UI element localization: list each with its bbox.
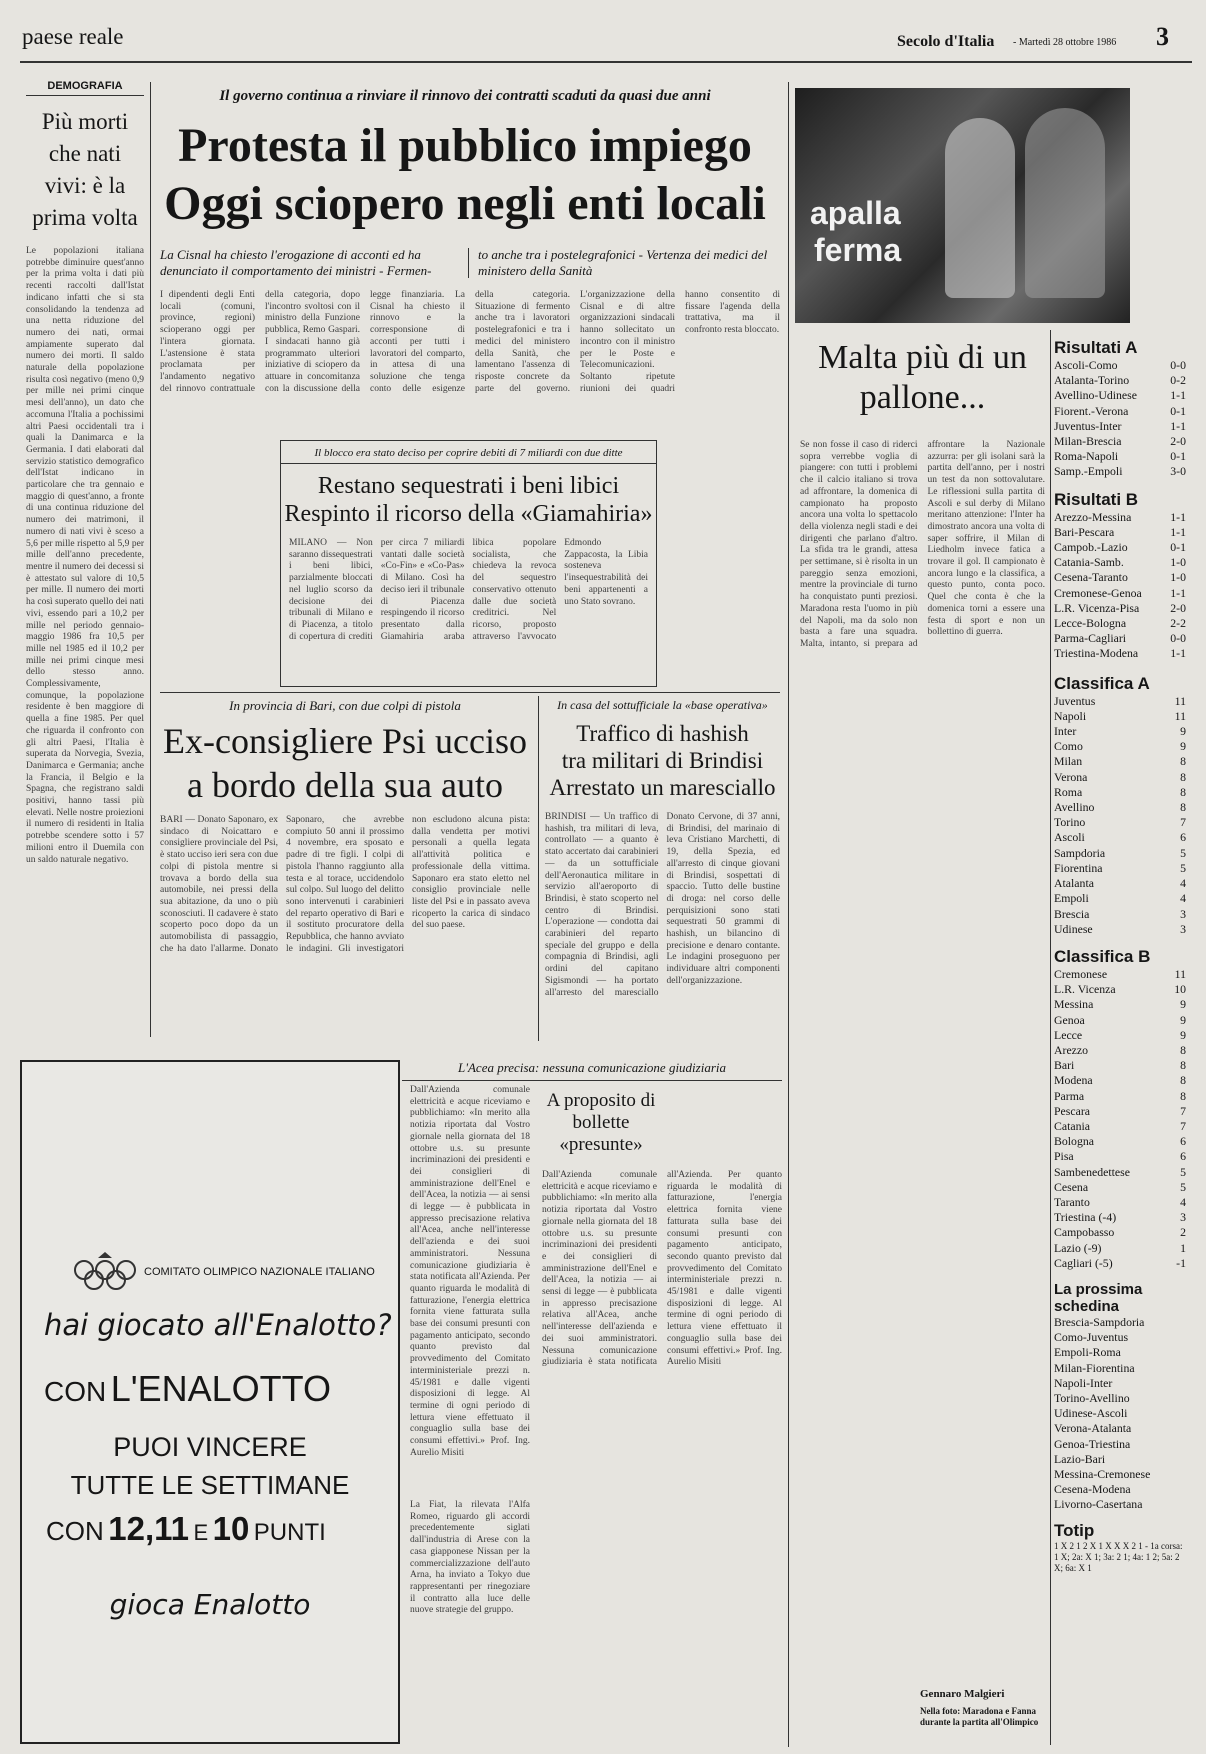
bari-headline-2: a bordo della sua auto [187, 765, 503, 805]
standings-a-title: Classifica A [1054, 673, 1150, 693]
acea-body-left: Dall'Azienda comunale elettricità e acque riceviamo e pubblichiamo: «In merito alla notizia riportata dal Vostro giornale nella giornata del 18 ottobre u.s. su presunte incriminazioni dei presidenti e dei consiglieri di amministrazione dell'Enel e dell'Acea, la notizia — ai sensi di legge — è pubblicata in appresso precisazione relativa all'Acea, anche nell'interesse dell'azienda e dei suoi amministratori. Nessuna comunicazione giudiziaria è stata notificata all'Azienda. Per quanto riguarda le modalità di fatturazione, l'energia elettrica fornita viene fatturata sulla base dei consumi presunti con pagamento anticipato, secondo quanto previsto dal provvedimento del Comitato interministeriale prezzi n. 45/1981 e dalle vigenti disposizioni di legge. Al termine di ogni periodo di lettura viene effettuato il conguaglio sulla base dei consumi effettivi.» Prof. Ing. Aurelio Misiti [410, 1085, 530, 1458]
result-row [1054, 388, 1186, 403]
result-row [1054, 525, 1186, 540]
standings-row-value: 9 [1180, 997, 1186, 1012]
coni-label: COMITATO OLIMPICO NAZIONALE ITALIANO [144, 1266, 375, 1278]
standings-row-value: 3 [1180, 906, 1186, 921]
result-row [1054, 555, 1186, 570]
acea-body-right: Dall'Azienda comunale elettricità e acque riceviamo e pubblichiamo: «In merito alla notizia riportata dal Vostro giornale nella giornata del 18 ottobre u.s. su presunte incriminazioni dei presidenti e dei consiglieri di amministrazione dell'Enel e dell'Acea, la notizia — ai sensi di legge — è pubblicata in appresso precisazione relativa all'Acea, anche nell'interesse dell'azienda e dei suoi amministratori. Nessuna comunicazione giudiziaria è stata notificata all'Azienda. Per quanto riguarda le modalità di fatturazione, l'energia elettrica fornita viene fatturata sulla base dei consumi presunti con pagamento anticipato, secondo quanto previsto dal provvedimento del Comitato interministeriale prezzi n. 45/1981 e dalle vigenti disposizioni di legge. Al termine di ogni periodo di lettura viene effettuato il conguaglio sulla base dei consumi effettivi.» Prof. Ing. Aurelio Misiti [542, 1170, 782, 1368]
schedina-match: Verona-Atalanta [1054, 1421, 1132, 1436]
result-row [1054, 586, 1186, 601]
standings-row [1054, 861, 1186, 876]
result-row-label: Bari-Pescara [1054, 524, 1115, 539]
libici-headline-1: Restano sequestrati i beni libici [317, 473, 620, 499]
standings-row-label: Juventus [1054, 693, 1096, 708]
player-silhouette [1025, 108, 1105, 298]
standings-row-label: Brescia [1054, 906, 1090, 921]
standings-row [1054, 967, 1186, 982]
standings-row-value: 10 [1174, 982, 1186, 997]
result-row-label: Avellino-Udinese [1054, 388, 1137, 403]
result-row-label: Campob.-Lazio [1054, 540, 1128, 555]
standings-row-label: Cremonese [1054, 966, 1108, 981]
photo-caption: Nella foto: Maradona e Fanna durante la partita all'Olimpico [920, 1706, 1039, 1727]
result-row-label: Atalanta-Torino [1054, 373, 1130, 388]
libici-article [280, 440, 657, 687]
standings-row [1054, 785, 1186, 800]
standings-row-value: 8 [1180, 1058, 1186, 1073]
standings-row-value: 7 [1180, 815, 1186, 830]
result-row-label: L.R. Vicenza-Pisa [1054, 600, 1140, 615]
ad-line-5 [46, 1510, 326, 1548]
result-row-label: Samp.-Empoli [1054, 464, 1123, 479]
standings-row-value: 11 [1174, 708, 1186, 723]
results-b-title: Risultati B [1054, 489, 1139, 509]
olympic-rings-icon [70, 1252, 140, 1294]
standings-row-value: 8 [1180, 800, 1186, 815]
standings-a-list [1054, 694, 1186, 937]
standings-row [1054, 1013, 1186, 1028]
standings-row-label: Bologna [1054, 1134, 1094, 1149]
demografia-title: Più morti che nati vivi: è la prima volta [32, 109, 138, 230]
standings-row-value: 3 [1180, 1210, 1186, 1225]
standings-row-value: 8 [1180, 1088, 1186, 1103]
demografia-body: Le popolazioni italiana potrebbe diminuire quest'anno per la prima volta i dati più recenti raccolti dall'Istat indicano infatti che si sta consolidando la tendenza ad una netta riduzione del numero dei nati, ormai ampiamente superato dal numero dei morti. Il saldo naturale della popolazione risulta così negativo (meno 0,9 per mille nei primi cinque mesi dell'anno), un dato che accomuna l'Italia a pochissimi altri Paesi occidentali tra i quali la Danimarca e la Germania. I dati elaborati dal servizio statistico demografico dell'Istat indicano in particolare che tra gennaio e maggio di quest'anno, a fronte di una continua riduzione del numero dei matrimoni, il numero di nati vivi è sceso a 5,6 per mille rispetto al 5,9 per mille dell'anno precedente, mentre il numero dei decessi si è attestato sul valore di 10,5 per mille. Il numero dei morti ha così superato quello dei nati vivi, essendo pari a 10,2 per mille nel periodo gennaio-maggio 1986 fra 10,5 per mille nel 1985 ed il 10,2 per mille nei primi cinque mesi dello stesso anno. Complessivamente, comunque, la popolazione residente è ben maggiore di quella a fine 1985. Per quel che riguarda il confronto con gli altri Paesi, l'Italia è superata da Norvegia, Svezia, Danimarca e Germania; anche la Francia, il Belgio e la Spagna, che registrano saldi positivi, hanno tassi più elevati. Nelle nostre proiezioni il numero di residenti in Italia potrebbe scendere sotto i 57 milioni entro il Duemila con un saldo naturale negativo. [26, 246, 144, 865]
libici-kicker: Il blocco era stato deciso per coprire debiti di 7 miliardi con due ditte [281, 441, 656, 464]
result-row-value: 1-0 [1170, 570, 1186, 585]
result-row [1054, 631, 1186, 646]
standings-row [1054, 907, 1186, 922]
standings-row-value: 5 [1180, 845, 1186, 860]
brindisi-headline-2: tra militari di Brindisi [561, 748, 764, 773]
column-rule [788, 82, 789, 1747]
standings-row [1054, 1241, 1186, 1256]
lead-kicker: Il governo continua a rinviare il rinnovo dei contratti scaduti da quasi due anni [219, 88, 711, 104]
standings-row-label: Milan [1054, 754, 1083, 769]
player-silhouette [945, 118, 1015, 298]
result-row-label: Cremonese-Genoa [1054, 585, 1142, 600]
fiat-brief: La Fiat, la rilevata l'Alfa Romeo, riguardo gli accordi precedentemente siglati dall'industria di Arese con la casa giapponese Nissan per la commercializzazione dell'auto Arna, ha inviato a Tokyo due rappresentanti per rinegoziare il contratto alla luce delle nuove strategie del gruppo. [410, 1500, 530, 1616]
standings-row [1054, 815, 1186, 830]
standings-row-label: Triestina (-4) [1054, 1210, 1117, 1225]
standings-row-value: 11 [1174, 966, 1186, 981]
lead-headline-1: Protesta il pubblico impiego [178, 119, 752, 172]
acea-kicker: L'Acea precisa: nessuna comunicazione giudiziaria [402, 1060, 782, 1081]
enalotto-ad [20, 1060, 400, 1744]
section-name: paese reale [22, 24, 124, 49]
result-row-value: 1-1 [1170, 585, 1186, 600]
standings-row-label: Parma [1054, 1088, 1085, 1103]
result-row-value: 1-1 [1170, 388, 1186, 403]
brindisi-kicker: In casa del sottufficiale la «base operativa» [557, 698, 768, 712]
standings-row-value: 8 [1180, 769, 1186, 784]
result-row-label: Cesena-Taranto [1054, 570, 1128, 585]
section-rule [160, 692, 780, 693]
standings-row-value: 6 [1180, 1134, 1186, 1149]
standings-row-value: 4 [1180, 891, 1186, 906]
result-row [1054, 601, 1186, 616]
standings-row-value: 2 [1180, 1225, 1186, 1240]
standings-row-label: Inter [1054, 724, 1077, 739]
standings-row-label: L.R. Vicenza [1054, 982, 1116, 997]
standings-row-label: Messina [1054, 997, 1094, 1012]
standings-row-value: 6 [1180, 1149, 1186, 1164]
standings-row-value: 8 [1180, 1073, 1186, 1088]
standings-b-list [1054, 967, 1186, 1271]
demografia-article [26, 80, 144, 1040]
result-row-label: Fiorent.-Verona [1054, 403, 1129, 418]
schedina-title: La prossima schedina [1054, 1280, 1143, 1315]
standings-row [1054, 694, 1186, 709]
standings-row [1054, 1149, 1186, 1164]
standings-row-label: Pescara [1054, 1103, 1091, 1118]
standings-row-value: 9 [1180, 724, 1186, 739]
bari-body: BARI — Donato Saponaro, ex sindaco di Noicattaro e consigliere provinciale del Psi, è stato ucciso ieri sera con due colpi di pistola mentre si trovava a bordo della sua automobile, nei pressi della sua abitazione, da uno o più sconosciuti. Il cadavere è stato scoperto poco dopo da un automobilista di passaggio, che ha dato l'allarme. Donato Saponaro, che avrebbe compiuto 50 anni il prossimo 4 novembre, era sposato e padre di tre figli. I colpi di pistola l'hanno raggiunto alla testa e al torace, uccidendolo sul colpo. Sul luogo del delitto sono intervenuti i carabinieri del reparto operativo di Bari e il sostituto procuratore della Repubblica, che hanno avviato le indagini. Gli investigatori non escludono alcuna pista: dalla vendetta per motivi personali a quella legata all'attività politica e professionale della vittima. Saponaro era stato eletto nel consiglio provinciale nelle liste del Psi e in passato aveva ricoperto la carica di sindaco del suo paese. [160, 815, 530, 954]
result-row-label: Triestina-Modena [1054, 646, 1139, 661]
issue-date: - Martedì 28 ottobre 1986 [1013, 37, 1117, 48]
standings-row [1054, 1225, 1186, 1240]
brindisi-headline-3: Arrestato un maresciallo [549, 775, 776, 800]
ad-brand: L'ENALOTTO [110, 1368, 331, 1409]
standings-row-value: 5 [1180, 860, 1186, 875]
schedina-match: Empoli-Roma [1054, 1345, 1121, 1360]
schedina-match: Lazio-Bari [1054, 1451, 1106, 1466]
result-row [1054, 540, 1186, 555]
standings-row [1054, 1104, 1186, 1119]
acea-headline: A proposito di bollette «presunte» [546, 1090, 656, 1155]
standings-b-title: Classifica B [1054, 946, 1151, 966]
result-row-label: Juventus-Inter [1054, 418, 1122, 433]
ad-line-5-suffix: PUNTI [253, 1519, 326, 1546]
standings-row [1054, 876, 1186, 891]
result-row-label: Roma-Napoli [1054, 449, 1119, 464]
schedina-match: Brescia-Sampdoria [1054, 1314, 1145, 1329]
lead-deck-left: La Cisnal ha chiesto l'erogazione di acconti ed ha denunciato il comportamento dei ministri - Fermen- [160, 247, 432, 278]
result-row-value: 0-1 [1170, 449, 1186, 464]
standings-row [1054, 1073, 1186, 1088]
column-rule [1050, 330, 1051, 1745]
standings-row [1054, 1058, 1186, 1073]
result-row-value: 1-1 [1170, 418, 1186, 433]
ad-line-5-e: E [193, 1520, 209, 1545]
result-row-value: 0-0 [1170, 631, 1186, 646]
schedina-list [1054, 1315, 1186, 1513]
standings-row-label: Catania [1054, 1118, 1091, 1133]
standings-row-label: Torino [1054, 815, 1086, 830]
ad-line-6: gioca Enalotto [109, 1588, 311, 1621]
result-row [1054, 419, 1186, 434]
ad-line-2-prefix: CON [44, 1376, 107, 1407]
standings-row-label: Cagliari (-5) [1054, 1255, 1113, 1270]
schedina-match: Milan-Fiorentina [1054, 1360, 1135, 1375]
result-row [1054, 510, 1186, 525]
standings-row [1054, 1165, 1186, 1180]
schedina-match: Napoli-Inter [1054, 1375, 1113, 1390]
standings-row-label: Udinese [1054, 921, 1093, 936]
standings-row [1054, 1134, 1186, 1149]
brindisi-body: BRINDISI — Un traffico di hashish, tra militari di leva, controllato — a quanto è stato accertato dai carabinieri — da un sottufficiale dell'Aeronautica militare in servizio all'aeroporto di Brindisi, è stato scoperto nel centro di Brindisi. L'operazione — condotta dai carabinieri del reparto speciale del gruppo e della compagnia di Brindisi, agli ordini del capitano Sigismondi — ha portato all'arresto del maresciallo Donato Cervone, di 37 anni, di Brindisi, del marinaio di leva Cristiano Marchetti, di 19, della Spezia, ed all'arresto di cinque giovani di Brindisi, sospettati di spaccio. Tutto delle bustine di droga: nel corso delle perquisizioni sono stati sequestrati 50 grammi di hashish, un bilancino di precisione e denaro contante. Le indagini proseguono per individuare altri componenti dell'organizzazione. [545, 812, 780, 998]
standings-row-value: 3 [1180, 921, 1186, 936]
result-row [1054, 373, 1186, 388]
result-row-value: 1-0 [1170, 555, 1186, 570]
standings-row [1054, 724, 1186, 739]
standings-row-label: Lecce [1054, 1027, 1083, 1042]
standings-row [1054, 982, 1186, 997]
standings-row-label: Napoli [1054, 708, 1087, 723]
schedina-match: Como-Juventus [1054, 1330, 1129, 1345]
result-row [1054, 570, 1186, 585]
ad-line-3: PUOI VINCERE [113, 1432, 307, 1462]
libici-body: MILANO — Non saranno dissequestrati i beni libici, parzialmente bloccati nel luglio scorso da decisione dei tribunali di Milano e di Piacenza, a titolo di copertura di crediti per circa 7 miliardi vantati dalle società «Co-Fin» e «Co-Pas» di Milano. Così ha deciso ieri il tribunale di Piacenza respingendo il ricorso presentato dalla Giamahiria araba libica popolare socialista, che chiedeva la revoca del sequestro conservativo ottenuto dalle due società creditrici. Nel ricorso, proposto attraverso l'avvocato Edmondo Zappacosta, la Libia sosteneva l'insequestrabilità dei beni appartenenti a uno Stato sovrano. [289, 538, 648, 642]
schedina-match: Messina-Cremonese [1054, 1467, 1151, 1481]
standings-row-label: Lazio (-9) [1054, 1240, 1102, 1255]
standings-row-value: 7 [1180, 1103, 1186, 1118]
result-row-value: 1-1 [1170, 509, 1186, 524]
result-row [1054, 646, 1186, 661]
malta-byline: Gennaro Malgieri [920, 1688, 1005, 1700]
schedina-match: Udinese-Ascoli [1054, 1406, 1128, 1421]
standings-row-value: 4 [1180, 876, 1186, 891]
schedina-match: Livorno-Casertana [1054, 1497, 1143, 1512]
bari-headline-1: Ex-consigliere Psi ucciso [163, 721, 527, 761]
lead-headline-2: Oggi sciopero negli enti locali [164, 177, 766, 230]
standings-row-value: 6 [1180, 830, 1186, 845]
totip-body: 1 X 2 1 2 X 1 X X X 2 1 - 1a corsa: 1 X; 2a: X 1; 3a: 2 1; 4a: 1 2; 5a: 2 X; 6a: X 1 [1054, 1540, 1183, 1573]
standings-row [1054, 997, 1186, 1012]
result-row-label: Ascoli-Como [1054, 358, 1118, 372]
standings-row-label: Roma [1054, 784, 1083, 799]
result-row-value: 2-0 [1170, 600, 1186, 615]
standings-row [1054, 830, 1186, 845]
masthead-rule [20, 61, 1192, 63]
result-row-label: Catania-Samb. [1054, 555, 1124, 570]
standings-row-label: Avellino [1054, 800, 1095, 815]
results-b-list [1054, 510, 1186, 662]
standings-row-value: 7 [1180, 1118, 1186, 1133]
result-row [1054, 434, 1186, 449]
result-row-value: 1-1 [1170, 524, 1186, 539]
standings-row [1054, 891, 1186, 906]
results-a-title: Risultati A [1054, 338, 1138, 357]
bari-kicker: In provincia di Bari, con due colpi di pistola [229, 698, 461, 713]
standings-row-label: Ascoli [1054, 830, 1085, 845]
totip-title: Totip [1054, 1520, 1095, 1540]
malta-headline: Malta più di un pallone... [818, 339, 1027, 416]
standings-row-value: -1 [1176, 1255, 1186, 1270]
result-row-label: Parma-Cagliari [1054, 631, 1127, 646]
ad-line-2 [44, 1368, 331, 1410]
result-row-value: 2-2 [1170, 616, 1186, 631]
page-number: 3 [1156, 22, 1169, 51]
result-row-label: Arezzo-Messina [1054, 509, 1132, 524]
ad-line-5-prefix: CON [46, 1516, 104, 1546]
result-row [1054, 358, 1186, 373]
result-row [1054, 449, 1186, 464]
standings-row-label: Fiorentina [1054, 860, 1103, 875]
standings-row-value: 4 [1180, 1194, 1186, 1209]
standings-row-value: 9 [1180, 1027, 1186, 1042]
column-rule [538, 696, 539, 1041]
sport-tagline-bottom: ferma [814, 232, 902, 268]
standings-row [1054, 1028, 1186, 1043]
standings-row [1054, 922, 1186, 937]
standings-row-label: Taranto [1054, 1194, 1090, 1209]
standings-row [1054, 1119, 1186, 1134]
standings-row-label: Campobasso [1054, 1225, 1115, 1240]
standings-row [1054, 1180, 1186, 1195]
result-row-value: 0-0 [1170, 358, 1186, 372]
schedina-match: Torino-Avellino [1054, 1390, 1130, 1405]
standings-row [1054, 739, 1186, 754]
demografia-kicker: DEMOGRAFIA [26, 80, 144, 96]
malta-body: Se non fosse il caso di riderci sopra verrebbe voglia di piangere: con tutti i problemi che il calcio italiano si trova ad affrontare, la domenica di campionato ha proposto ancora una volta lo spettacolo della violenza negli stadi e dei dirigenti che parlano d'altro. La sfida tra le grandi, attesa per settimane, si è risolta in un pareggio senza emozioni, mentre la provinciale di turno ha conquistato punti preziosi. Maradona resta l'uomo in più del Napoli, ma da solo non basta a fare una squadra. Malta, intanto, si prepara ad affrontare la Nazionale azzurra: per gli isolani sarà la partita dell'anno, per i nostri un test da non sottovalutare. Le riflessioni sulla partita di Ascoli e sul derby di Milano meritano attenzione: l'Inter ha dimostrato ancora una volta di saper soffrire, il Milan di Liedholm invece fatica a trovare il gol. Il campionato è ancora lungo e la classifica, a questo punto, conta poco. Quel che conta è che la domenica torni a essere una festa di sport e non un bollettino di guerra. [800, 440, 1045, 649]
result-row-value: 0-1 [1170, 403, 1186, 418]
schedina-match: Cesena-Modena [1054, 1482, 1131, 1497]
standings-row-label: Como [1054, 739, 1083, 754]
ad-line-4: TUTTE LE SETTIMANE [70, 1470, 350, 1500]
standings-row [1054, 1089, 1186, 1104]
standings-row-value: 11 [1174, 693, 1186, 708]
result-row-value: 3-0 [1170, 464, 1186, 479]
standings-row-label: Arezzo [1054, 1042, 1089, 1057]
standings-row-label: Atalanta [1054, 876, 1094, 891]
masthead [0, 0, 1206, 56]
schedina-match: Genoa-Triestina [1054, 1436, 1131, 1451]
standings-row-label: Pisa [1054, 1149, 1074, 1164]
standings-row-label: Genoa [1054, 1012, 1085, 1027]
ad-line-1: hai giocato all'Enalotto? [44, 1308, 392, 1342]
standings-row-value: 9 [1180, 739, 1186, 754]
standings-row-value: 5 [1180, 1179, 1186, 1194]
standings-row [1054, 846, 1186, 861]
standings-row [1054, 1256, 1186, 1271]
standings-row [1054, 1210, 1186, 1225]
standings-row-label: Empoli [1054, 891, 1089, 906]
result-row-label: Lecce-Bologna [1054, 616, 1127, 631]
standings-row [1054, 800, 1186, 815]
result-row-value: 0-1 [1170, 540, 1186, 555]
standings-row-value: 8 [1180, 784, 1186, 799]
standings-row-value: 5 [1180, 1164, 1186, 1179]
standings-row [1054, 754, 1186, 769]
result-row-value: 2-0 [1170, 434, 1186, 449]
lead-deck-right: to anche tra i postelegrafonici - Vertenza dei medici del ministero della Sanità [478, 247, 768, 278]
lead-body: I dipendenti degli Enti locali (comuni, province, regioni) scioperano oggi per l'intera giornata. L'astensione è stata proclamata per l'andamento negativo del rinnovo contrattuale della categoria, dopo l'incontro svoltosi con il ministro della Funzione pubblica, Remo Gaspari. I sindacati hanno già programmato ulteriori iniziative di sciopero da attuare in concomitanza con la discussione della legge finanziaria. La Cisnal ha chiesto il rinnovo e la corresponsione di acconti per tutti i lavoratori del comparto, in attesa di una soluzione che tenga conto delle esigenze della categoria. Situazione di fermento anche tra i lavoratori postelegrafonici e tra i medici del ministero della Sanità, che lamentano l'assenza di risposte concrete da parte del governo. L'organizzazione della Cisnal e di altre organizzazioni sindacali hanno sollecitato un incontro con il ministro per le Poste e Telecomunicazioni. Soltanto ripetute riunioni dei quadri hanno consentito di fissare l'agenda della trattativa, ma il confronto resta bloccato. [160, 290, 780, 394]
standings-row-label: Modena [1054, 1073, 1093, 1088]
result-row [1054, 404, 1186, 419]
standings-row-label: Bari [1054, 1058, 1075, 1073]
result-row-value: 1-1 [1170, 646, 1186, 661]
results-a-list [1054, 358, 1186, 480]
newspaper-name: Secolo d'Italia [897, 33, 995, 50]
brindisi-headline-1: Traffico di hashish [576, 721, 749, 746]
libici-headline-2: Respinto il ricorso della «Giamahiria» [284, 501, 653, 527]
standings-row-label: Sambenedettese [1054, 1164, 1130, 1179]
standings-row-value: 9 [1180, 1012, 1186, 1027]
deck-separator [468, 248, 469, 278]
sport-tagline-top: apalla [810, 195, 901, 231]
standings-row-value: 8 [1180, 1042, 1186, 1057]
ad-ten: 10 [212, 1510, 250, 1547]
standings-row-label: Verona [1054, 769, 1088, 784]
standings-row [1054, 770, 1186, 785]
result-row [1054, 464, 1186, 479]
standings-row-value: 8 [1180, 754, 1186, 769]
result-row-value: 0-2 [1170, 373, 1186, 388]
standings-row [1054, 1043, 1186, 1058]
sports-sidebar [1054, 338, 1186, 1585]
standings-row [1054, 709, 1186, 724]
result-row [1054, 616, 1186, 631]
standings-row-value: 1 [1180, 1240, 1186, 1255]
standings-row [1054, 1195, 1186, 1210]
ad-numbers: 12,11 [108, 1510, 189, 1547]
result-row-label: Milan-Brescia [1054, 434, 1122, 449]
standings-row-label: Sampdoria [1054, 845, 1106, 860]
standings-row-label: Cesena [1054, 1179, 1089, 1194]
